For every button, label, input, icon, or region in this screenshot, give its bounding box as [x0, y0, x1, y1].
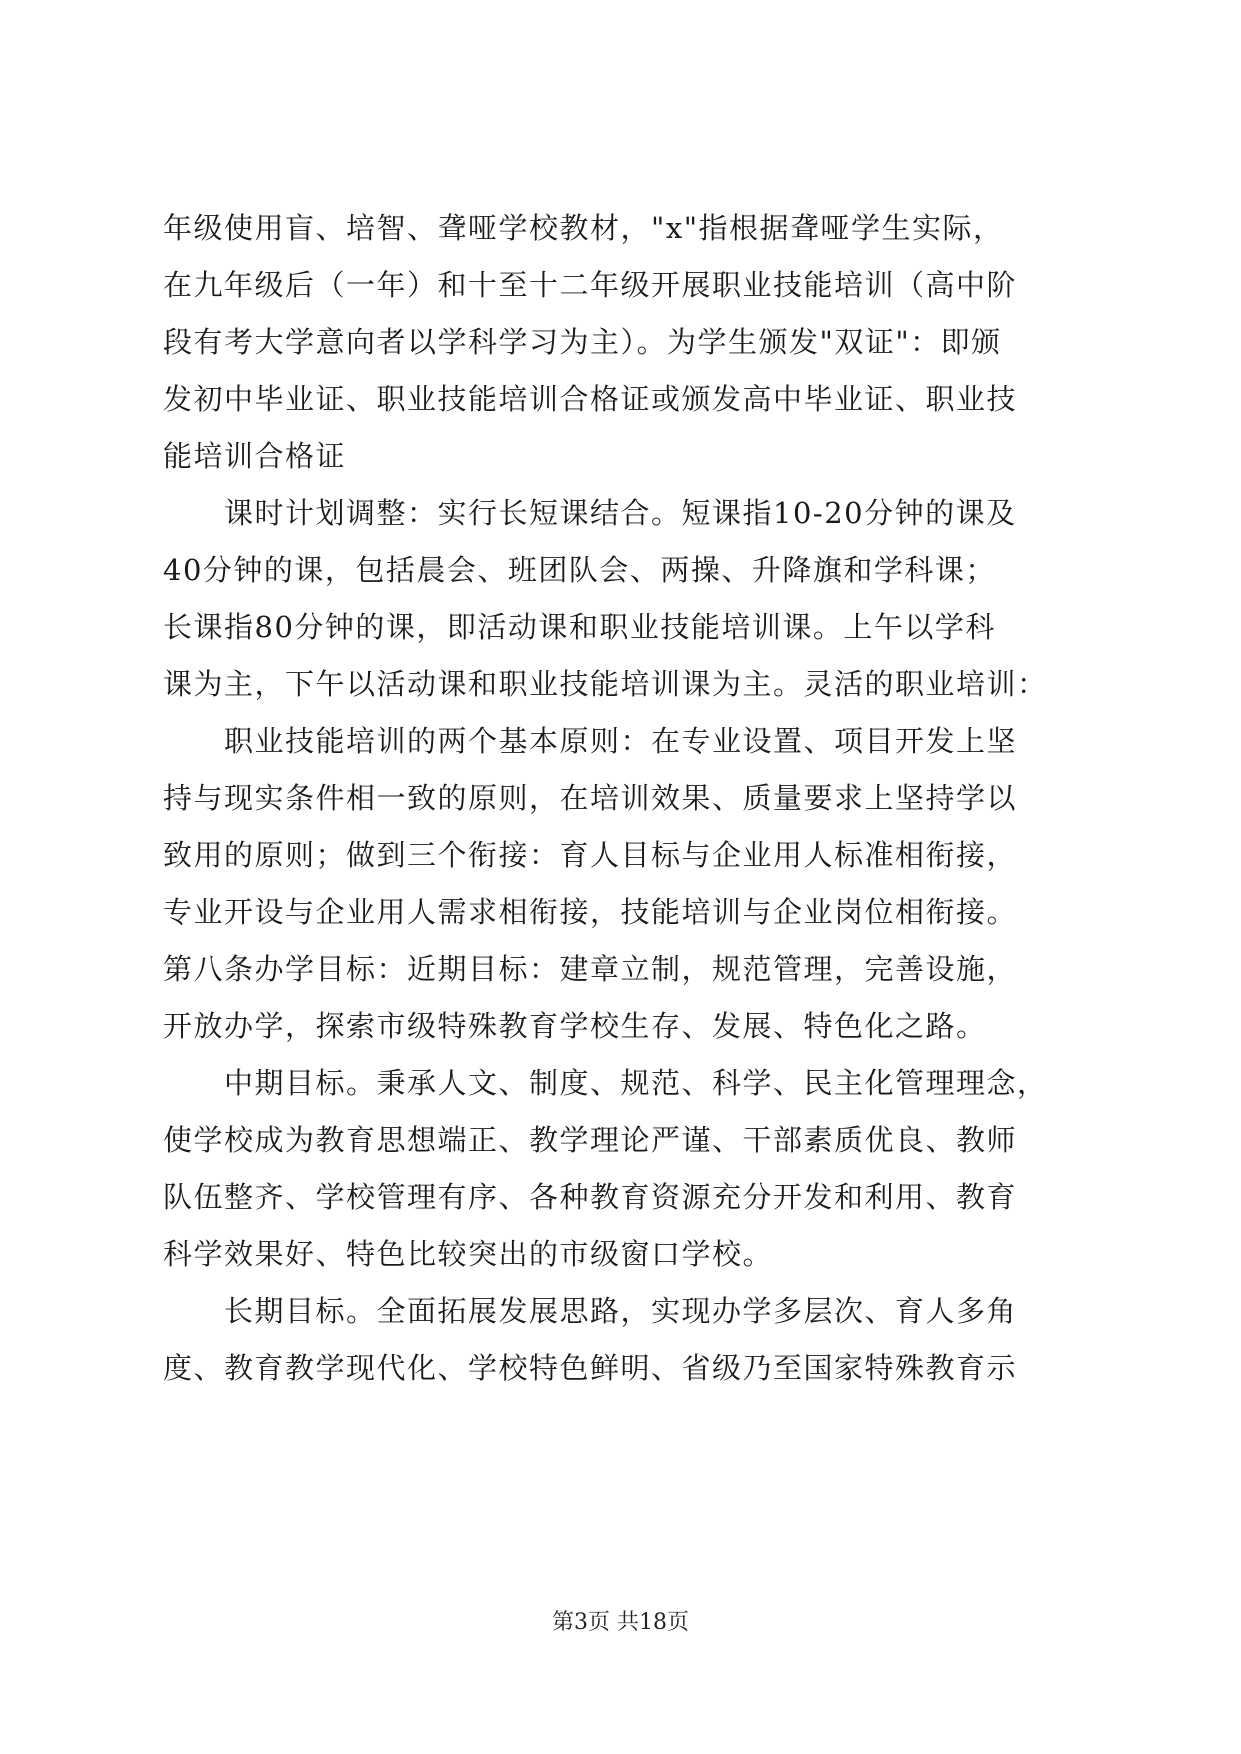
text-line: 在九年级后（一年）和十至十二年级开展职业技能培训（高中阶	[163, 268, 1018, 302]
text-line: 40分钟的课，包括晨会、班团队会、两操、升降旗和学科课；	[163, 553, 996, 587]
text-line: 课时计划调整：实行长短课结合。短课指10-20分钟的课及	[163, 496, 1017, 530]
text-line: 专业开设与企业用人需求相衔接，技能培训与企业岗位相衔接。	[163, 895, 1018, 929]
text-line: 能培训合格证	[163, 439, 347, 473]
text-line: 中期目标。秉承人文、制度、规范、科学、民主化管理理念，	[163, 1066, 1048, 1100]
text-line: 段有考大学意向者以学科学习为主）。为学生颁发"双证"：即颁	[163, 325, 1002, 359]
body-text	[163, 200, 1083, 1397]
text-line: 使学校成为教育思想端正、教学理论严谨、干部素质优良、教师	[163, 1123, 1018, 1157]
page-footer: 第3页 共18页	[552, 1610, 689, 1635]
text-line: 致用的原则；做到三个衔接：育人目标与企业用人标准相衔接，	[163, 838, 1018, 872]
text-line: 科学效果好、特色比较突出的市级窗口学校。	[163, 1237, 774, 1271]
text-line: 持与现实条件相一致的原则，在培训效果、质量要求上坚持学以	[163, 781, 1018, 815]
text-line: 开放办学，探索市级特殊教育学校生存、发展、特色化之路。	[163, 1009, 987, 1043]
text-line: 课为主，下午以活动课和职业技能培训课为主。灵活的职业培训：	[163, 667, 1048, 701]
text-line: 第八条办学目标：近期目标：建章立制，规范管理，完善设施，	[163, 952, 1018, 986]
text-line: 长期目标。全面拓展发展思路，实现办学多层次、育人多角	[163, 1294, 1018, 1328]
text-line: 职业技能培训的两个基本原则：在专业设置、项目开发上坚	[163, 724, 1018, 758]
text-line: 队伍整齐、学校管理有序、各种教育资源充分开发和利用、教育	[163, 1180, 1018, 1214]
text-line: 度、教育教学现代化、学校特色鲜明、省级乃至国家特殊教育示	[163, 1351, 1018, 1385]
text-line: 发初中毕业证、职业技能培训合格证或颁发高中毕业证、职业技	[163, 382, 1018, 416]
text-line: 年级使用盲、培智、聋哑学校教材，"x"指根据聋哑学生实际，	[163, 211, 1004, 245]
text-line: 长课指80分钟的课，即活动课和职业技能培训课。上午以学科	[163, 610, 996, 644]
